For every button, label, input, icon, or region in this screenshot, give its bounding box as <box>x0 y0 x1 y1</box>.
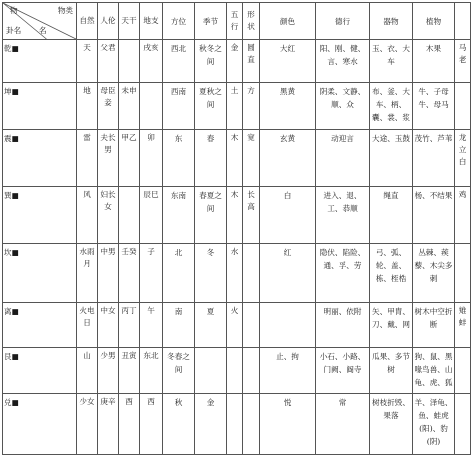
table-cell-extra <box>455 394 471 455</box>
table-cell: 中男 <box>98 244 119 303</box>
table-cell: 母臣妾 <box>98 83 119 130</box>
table-cell: 秋 <box>163 394 195 455</box>
table-cell: 少女 <box>77 394 98 455</box>
table-cell <box>243 394 260 455</box>
table-row-qian <box>3 40 471 83</box>
table-cell: 父君 <box>98 40 119 83</box>
table-cell-extra: 龙立白 <box>455 130 471 187</box>
col-header-nature: 自然 <box>77 3 98 40</box>
col-header-earthly-branch: 地支 <box>140 3 163 40</box>
corner-label-thing: 物 <box>10 6 18 15</box>
table-cell: 隐伏、陷险、通、孚、劳 <box>316 244 370 303</box>
table-cell <box>243 244 260 303</box>
table-cell: 悦 <box>260 394 316 455</box>
table-cell <box>243 348 260 394</box>
table-cell <box>119 187 140 244</box>
table-cell-extra: 雉蚌 <box>455 303 471 348</box>
table-cell: 未申 <box>119 83 140 130</box>
table-cell: 春夏之间 <box>195 187 227 244</box>
table-cell: 木 <box>227 187 243 244</box>
table-cell: 杨、不结果 <box>413 187 455 244</box>
table-cell: 午 <box>140 303 163 348</box>
table-cell <box>227 394 243 455</box>
gua-name-cell: 巽■ <box>3 187 77 244</box>
table-cell: 水雨月 <box>77 244 98 303</box>
col-header-kinship: 人伦 <box>98 3 119 40</box>
table-cell: 圆直 <box>243 40 260 83</box>
table-row-dui <box>3 394 471 455</box>
table-row-zhen <box>3 130 471 187</box>
table-cell: 火 <box>227 303 243 348</box>
table-cell: 中女 <box>98 303 119 348</box>
table-cell: 卯 <box>140 130 163 187</box>
table-cell: 金 <box>195 394 227 455</box>
table-cell: 红 <box>260 244 316 303</box>
corner-header-cell <box>3 3 77 40</box>
table-cell: 妇长女 <box>98 187 119 244</box>
corner-label-category: 物类 <box>57 6 73 15</box>
table-cell: 丛棘、蒺藜、木尖多刺 <box>413 244 455 303</box>
table-cell: 春 <box>195 130 227 187</box>
table-cell <box>119 40 140 83</box>
table-cell: 狗、鼠、黑喙鸟兽、山龟、虎、狐 <box>413 348 455 394</box>
table-cell: 西南 <box>163 83 195 130</box>
table-cell: 西北 <box>163 40 195 83</box>
corner-label-name: 名 <box>39 26 47 35</box>
table-cell: 雷 <box>77 130 98 187</box>
table-cell: 黑黄 <box>260 83 316 130</box>
table-cell: 明丽、依附 <box>316 303 370 348</box>
table-cell: 宽 <box>243 130 260 187</box>
gua-name-cell: 兑■ <box>3 394 77 455</box>
table-cell: 辰巳 <box>140 187 163 244</box>
table-cell <box>227 348 243 394</box>
table-cell: 北 <box>163 244 195 303</box>
table-cell: 水 <box>227 244 243 303</box>
table-cell: 夏 <box>195 303 227 348</box>
table-cell: 大红 <box>260 40 316 83</box>
gua-name-cell: 艮■ <box>3 348 77 394</box>
table-cell: 玄黄 <box>260 130 316 187</box>
table-cell: 长高 <box>243 187 260 244</box>
table-cell: 树木中空折断 <box>413 303 455 348</box>
table-row-kun <box>3 83 471 130</box>
table-cell: 秋冬之间 <box>195 40 227 83</box>
hexagram-correspondence-table <box>2 2 471 455</box>
col-header-plants: 植物 <box>413 3 455 40</box>
table-cell: 土 <box>227 83 243 130</box>
col-header-color: 颜色 <box>260 3 316 40</box>
table-cell: 天 <box>77 40 98 83</box>
table-cell: 止、拘 <box>260 348 316 394</box>
table-cell: 动迎言 <box>316 130 370 187</box>
table-cell: 夫长男 <box>98 130 119 187</box>
header-row <box>3 3 471 40</box>
table-cell: 阴柔、文静、顺、众 <box>316 83 370 130</box>
table-cell-extra <box>455 244 471 303</box>
table-cell: 东 <box>163 130 195 187</box>
table-cell: 东北 <box>140 348 163 394</box>
table-cell-extra: 鸡 <box>455 187 471 244</box>
table-cell: 西 <box>140 394 163 455</box>
table-cell: 少男 <box>98 348 119 394</box>
table-cell: 木 <box>227 130 243 187</box>
table-cell: 庚辛 <box>98 394 119 455</box>
col-header-virtue: 德行 <box>316 3 370 40</box>
gua-name-cell: 乾■ <box>3 40 77 83</box>
table-cell: 矢、甲胄、刀、戴、网 <box>370 303 413 348</box>
table-cell-extra <box>455 348 471 394</box>
table-cell: 白 <box>260 187 316 244</box>
table-cell: 南 <box>163 303 195 348</box>
table-cell: 风 <box>77 187 98 244</box>
table-cell: 地 <box>77 83 98 130</box>
table-row-gen <box>3 348 471 394</box>
table-cell: 丙丁 <box>119 303 140 348</box>
corner-label-gua: 卦名 <box>6 26 22 35</box>
table-cell: 羊、泽龟、鱼、蛙虎(阳)、豹(阴) <box>413 394 455 455</box>
table-cell <box>260 303 316 348</box>
table-cell: 牛、子母牛、母马 <box>413 83 455 130</box>
table-cell: 火电日 <box>77 303 98 348</box>
table-cell: 壬癸 <box>119 244 140 303</box>
table-cell: 金 <box>227 40 243 83</box>
col-header-season: 季节 <box>195 3 227 40</box>
table-cell: 进入、退、工、恭顺 <box>316 187 370 244</box>
table-cell: 子 <box>140 244 163 303</box>
table-cell: 玉、衣、大车 <box>370 40 413 83</box>
table-cell <box>195 348 227 394</box>
table-cell: 戌亥 <box>140 40 163 83</box>
table-cell: 方 <box>243 83 260 130</box>
table-cell: 冬春之间 <box>163 348 195 394</box>
col-header-heavenly-stem: 天干 <box>119 3 140 40</box>
table-cell: 布、釜、大车、柄、囊、裳、浆 <box>370 83 413 130</box>
table-row-xun <box>3 187 471 244</box>
table-cell-extra <box>455 83 471 130</box>
table-cell: 阳、刚、健、言、寒水 <box>316 40 370 83</box>
table-cell: 酉 <box>119 394 140 455</box>
table-cell-extra: 马老 <box>455 40 471 83</box>
gua-name-cell: 震■ <box>3 130 77 187</box>
table-cell: 小石、小路、门阙、阍寺 <box>316 348 370 394</box>
table-cell: 冬 <box>195 244 227 303</box>
table-cell: 丑寅 <box>119 348 140 394</box>
col-header-five-elements: 五行 <box>227 3 243 40</box>
table-cell: 瓜果、多节树 <box>370 348 413 394</box>
gua-name-cell: 坤■ <box>3 83 77 130</box>
gua-name-cell: 离■ <box>3 303 77 348</box>
table-cell: 东南 <box>163 187 195 244</box>
table-row-li <box>3 303 471 348</box>
table-cell: 甲乙 <box>119 130 140 187</box>
col-header-objects: 器物 <box>370 3 413 40</box>
table-cell: 弓、弧、轮、盖、栋、桎梏 <box>370 244 413 303</box>
table-cell: 茂竹、芦苇 <box>413 130 455 187</box>
table-cell: 夏秋之间 <box>195 83 227 130</box>
table-cell <box>243 303 260 348</box>
col-header-extra <box>455 3 471 40</box>
col-header-direction: 方位 <box>163 3 195 40</box>
table-cell: 木果 <box>413 40 455 83</box>
table-cell: 常 <box>316 394 370 455</box>
gua-name-cell: 坎■ <box>3 244 77 303</box>
table-cell: 树枝折毁、果落 <box>370 394 413 455</box>
col-header-shape: 形状 <box>243 3 260 40</box>
table-row-kan <box>3 244 471 303</box>
table-cell: 山 <box>77 348 98 394</box>
table-cell <box>140 83 163 130</box>
table-cell: 绳直 <box>370 187 413 244</box>
table-cell: 大途、玉鼓 <box>370 130 413 187</box>
